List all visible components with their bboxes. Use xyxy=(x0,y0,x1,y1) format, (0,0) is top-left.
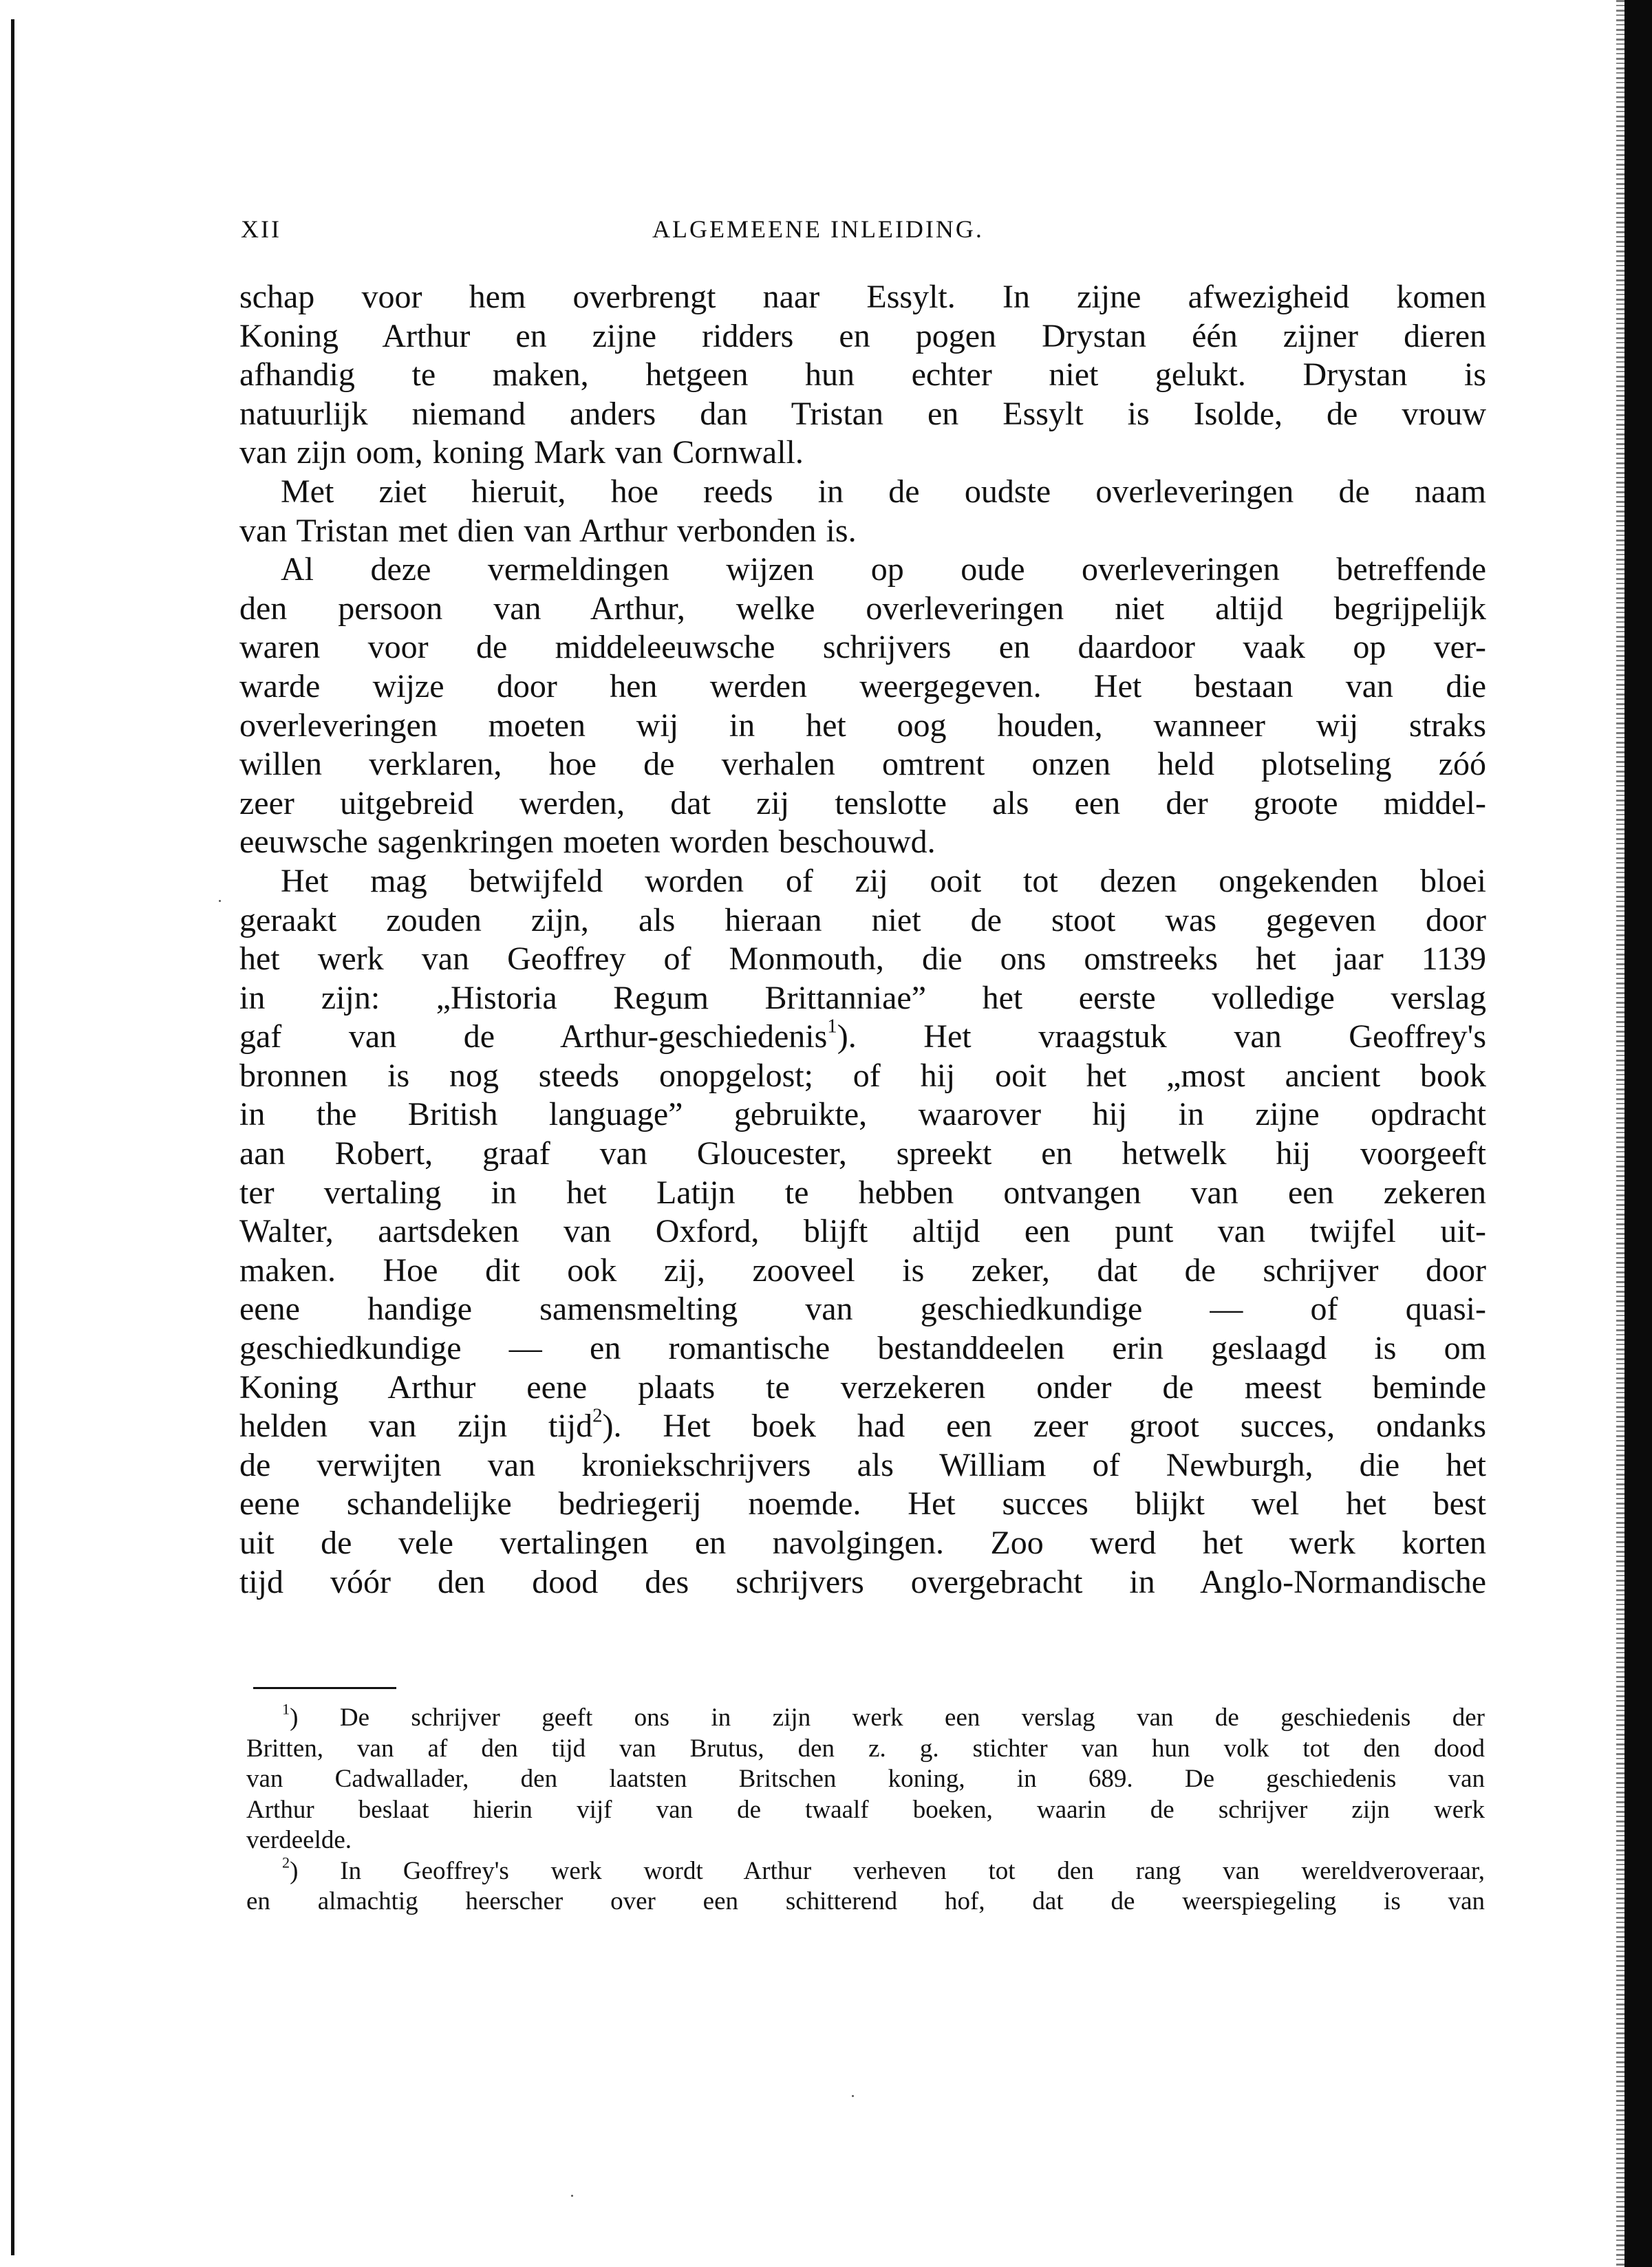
body-line: maken. Hoe dit ook zij, zooveel is zeker, dat de schrijver door xyxy=(239,1251,1486,1289)
body-line: willen verklaren, hoe de verhalen omtrent onzen held plotseling zóó xyxy=(239,746,1486,783)
body-line: uit de vele vertalingen en navolgingen. Zoo werd het werk korten xyxy=(239,1525,1486,1561)
footnote-text: ) De schrijver geeft ons in zijn werk een verslag van de geschiedenis der xyxy=(290,1704,1485,1732)
body-line: afhandig te maken, hetgeen hun echter niet gelukt. Drystan is xyxy=(239,356,1486,394)
body-line: Het mag betwijfeld worden of zij ooit tot dezen ongekenden bloei xyxy=(281,862,1486,899)
footnote-2 xyxy=(246,1853,1485,1917)
body-line: Met ziet hieruit, hoe reeds in de oudste overleveringen de naam xyxy=(281,473,1486,510)
footnote-line: Arthur beslaat hierin vijf van de twaalf boeken, waarin de schrijver zijn werk xyxy=(246,1795,1485,1824)
body-line: Koning Arthur en zijne ridders en pogen Drystan één zijner dieren xyxy=(239,317,1486,354)
body-line: ter vertaling in het Latijn te hebben ontvangen van een zekeren xyxy=(239,1174,1486,1211)
body-line: de verwijten van kroniekschrijvers als William of Newburgh, die het xyxy=(239,1446,1486,1483)
body-line: van zijn oom, koning Mark van Cornwall. xyxy=(239,434,804,471)
body-line-text: ). Het boek had een zeer groot succes, ondanks xyxy=(602,1408,1487,1445)
page-scan-left-edge xyxy=(11,19,14,2255)
footnotes xyxy=(246,1700,1485,1917)
footnote-ref-1[interactable]: 1 xyxy=(827,1015,837,1038)
body-line: geraakt zouden zijn, als hieraan niet de stoot was gegeven door xyxy=(239,901,1486,938)
body-line: tijd vóór den dood des schrijvers overgebracht in Anglo-Normandische xyxy=(239,1563,1486,1600)
body-line: Koning Arthur eene plaats te verzekeren onder de meest beminde xyxy=(239,1368,1486,1406)
footnote-ref-2[interactable]: 2 xyxy=(592,1404,603,1427)
footnote-line: en almachtig heerscher over een schitterend hof, dat de weerspiegeling is van xyxy=(246,1887,1485,1915)
body-line-with-note xyxy=(239,1404,1487,1446)
page-scan-right-edge xyxy=(1624,0,1652,2267)
body-line: aan Robert, graaf van Gloucester, spreekt en hetwelk hij voorgeeft xyxy=(239,1135,1486,1172)
footnote-marker: 2 xyxy=(282,1853,290,1871)
footnote-separator xyxy=(253,1687,396,1689)
body-line: eene schandelijke bedriegerij noemde. Het succes blijkt wel het best xyxy=(239,1485,1486,1523)
footnote-text: ) In Geoffrey's werk wordt Arthur verheven tot den rang van wereldveroveraar, xyxy=(290,1856,1485,1885)
scan-speck xyxy=(571,2195,573,2197)
footnote-line xyxy=(246,1700,1485,1734)
footnote-1 xyxy=(246,1700,1485,1856)
body-line-text: ). Het vraagstuk van Geoffrey's xyxy=(837,1018,1486,1055)
body-line: schap voor hem overbrengt naar Essylt. In zijne afwezigheid komen xyxy=(239,279,1486,315)
body-line: warde wijze door hen werden weergegeven. Het bestaan van die xyxy=(239,667,1486,705)
body-line-with-note xyxy=(239,1015,1486,1057)
body-line: overleveringen moeten wij in het oog houden, wanneer wij straks xyxy=(239,707,1486,744)
body-line: den persoon van Arthur, welke overleveringen niet altijd begrijpelijk xyxy=(239,590,1486,627)
page-number: XII xyxy=(241,215,281,243)
body-line: zeer uitgebreid werden, dat zij tenslotte als een der groote middel- xyxy=(239,784,1486,821)
body-line: waren voor de middeleeuwsche schrijvers en daardoor vaak op ver- xyxy=(239,629,1486,666)
running-title: ALGEMEENE INLEIDING. xyxy=(652,215,984,243)
body-line: het werk van Geoffrey of Monmouth, die ons omstreeks het jaar 1139 xyxy=(239,941,1486,978)
body-text xyxy=(239,278,1486,1602)
body-line: Walter, aartsdeken van Oxford, blijft altijd een punt van twijfel uit- xyxy=(239,1213,1486,1250)
body-line: eene handige samensmelting van geschiedkundige — of quasi- xyxy=(239,1291,1486,1328)
scan-speck xyxy=(852,2095,854,2097)
body-line: van Tristan met dien van Arthur verbonden is. xyxy=(239,512,857,549)
footnote-marker: 1 xyxy=(282,1700,290,1718)
body-line-text: gaf van de Arthur-geschiedenis xyxy=(239,1018,828,1055)
footnote-line: Britten, van af den tijd van Brutus, den z. g. stichter van hun volk tot den dood xyxy=(246,1734,1485,1763)
body-line: natuurlijk niemand anders dan Tristan en Essylt is Isolde, de vrouw xyxy=(239,395,1486,432)
body-line: Al deze vermeldingen wijzen op oude overleveringen betreffende xyxy=(281,551,1486,588)
book-page xyxy=(239,206,1486,1602)
running-head xyxy=(239,206,1486,248)
body-line: eeuwsche sagenkringen moeten worden beschouwd. xyxy=(239,824,936,861)
body-line: geschiedkundige — en romantische bestanddeelen erin geslaagd is om xyxy=(239,1330,1486,1367)
body-line: in the British language” gebruikte, waarover hij in zijne opdracht xyxy=(239,1096,1486,1133)
body-line: in zijn: „Historia Regum Brittanniae” het eerste volledige verslag xyxy=(239,979,1486,1016)
body-line: bronnen is nog steeds onopgelost; of hij ooit het „most ancient book xyxy=(239,1057,1486,1094)
footnote-line xyxy=(246,1853,1485,1887)
body-line-text: helden van zijn tijd xyxy=(239,1408,593,1445)
footnote-line: van Cadwallader, den laatsten Britschen koning, in 689. De geschiedenis van xyxy=(246,1765,1485,1793)
scan-speck xyxy=(219,900,221,902)
footnote-line: verdeelde. xyxy=(246,1826,352,1854)
